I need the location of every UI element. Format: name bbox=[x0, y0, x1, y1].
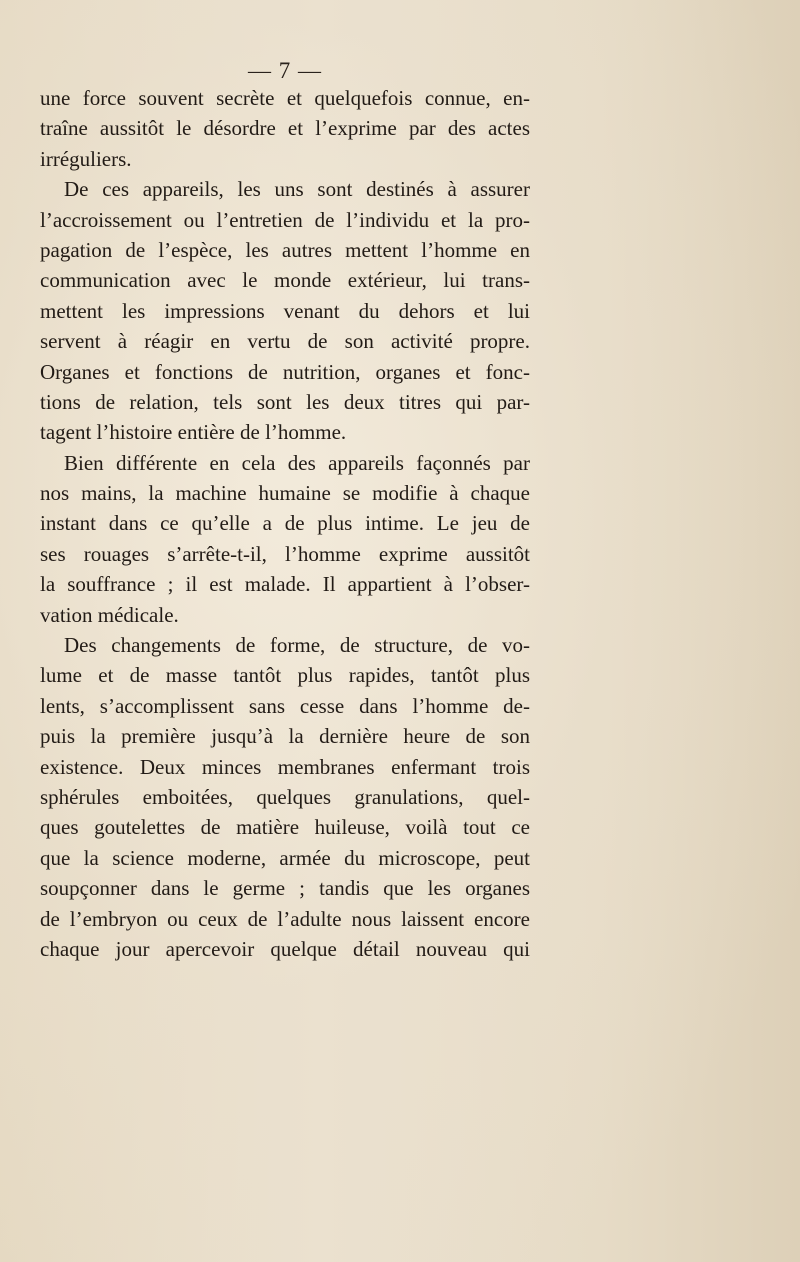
text-line: vation médicale. bbox=[40, 602, 179, 627]
text-line: chaque jour apercevoir quelque détail nouveau qui bbox=[40, 936, 530, 961]
text-line: lents, s’accomplissent sans cesse dans l’homme de- bbox=[40, 693, 530, 718]
text-line: mettent les impressions venant du dehors et lui bbox=[40, 298, 530, 323]
text-line: soupçonner dans le germe ; tandis que les organes bbox=[40, 876, 530, 901]
paragraph bbox=[40, 448, 530, 630]
text-line: lume et de masse tantôt plus rapides, tantôt plus bbox=[40, 663, 530, 688]
text-line: Bien différente en cela des appareils façonnés par bbox=[64, 450, 530, 475]
page-number: — 7 — bbox=[248, 58, 322, 83]
text-line: existence. Deux minces membranes enfermant trois bbox=[40, 754, 530, 779]
text-line: traîne aussitôt le désordre et l’exprime par des actes bbox=[40, 116, 530, 141]
text-line: nos mains, la machine humaine se modifie à chaque bbox=[40, 481, 530, 506]
text-line: pagation de l’espèce, les autres mettent l’homme en bbox=[40, 237, 530, 262]
text-line: la souffrance ; il est malade. Il appartient à l’obser- bbox=[40, 572, 530, 597]
text-line: communication avec le monde extérieur, lui trans- bbox=[40, 268, 530, 293]
text-line: irréguliers. bbox=[40, 146, 132, 171]
text-line: tions de relation, tels sont les deux titres qui par- bbox=[40, 389, 530, 414]
text-line: ques goutelettes de matière huileuse, voilà tout ce bbox=[40, 815, 530, 840]
text-line: De ces appareils, les uns sont destinés à assurer bbox=[64, 177, 530, 202]
text-line: instant dans ce qu’elle a de plus intime. Le jeu de bbox=[40, 511, 530, 536]
text-line: servent à réagir en vertu de son activité propre. bbox=[40, 329, 530, 354]
paragraph bbox=[40, 83, 530, 174]
text-line: Des changements de forme, de structure, de vo- bbox=[64, 633, 530, 658]
paragraph bbox=[40, 630, 530, 964]
paragraph bbox=[40, 174, 530, 448]
text-line: que la science moderne, armée du microscope, peut bbox=[40, 845, 530, 870]
text-line: ses rouages s’arrête-t-il, l’homme exprime aussitôt bbox=[40, 541, 530, 566]
body-text bbox=[40, 83, 530, 964]
text-line: sphérules emboitées, quelques granulations, quel- bbox=[40, 784, 530, 809]
text-line: l’accroissement ou l’entretien de l’individu et la pro- bbox=[40, 207, 530, 232]
text-line: une force souvent secrète et quelquefois connue, en- bbox=[40, 86, 530, 110]
text-line: tagent l’histoire entière de l’homme. bbox=[40, 420, 347, 445]
text-line: puis la première jusqu’à la dernière heure de son bbox=[40, 724, 530, 749]
text-line: de l’embryon ou ceux de l’adulte nous laissent encore bbox=[40, 906, 530, 931]
text-line: Organes et fonctions de nutrition, organes et fonc- bbox=[40, 359, 530, 384]
